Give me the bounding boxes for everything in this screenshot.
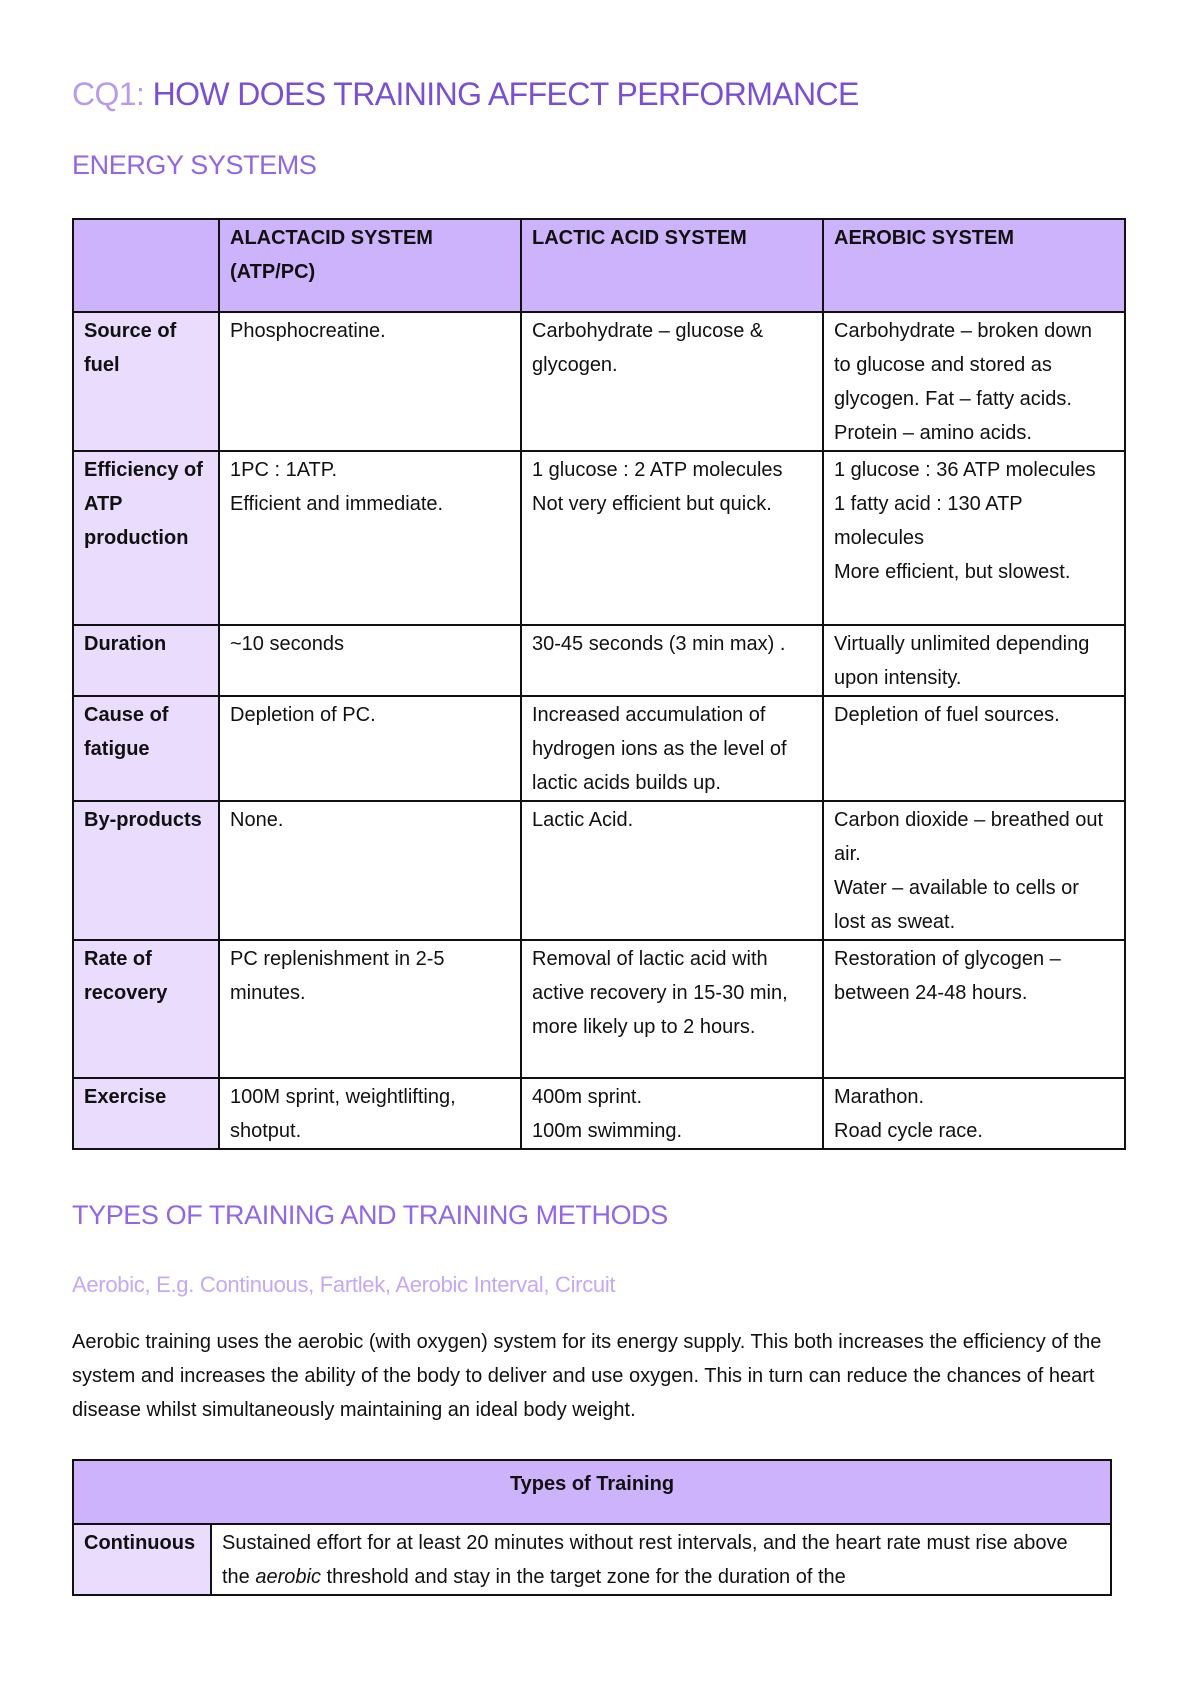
energy-table-body bbox=[73, 312, 1125, 1149]
table-cell bbox=[219, 696, 521, 801]
table-cell bbox=[823, 940, 1125, 1078]
energy-header-cell bbox=[73, 219, 219, 312]
training-row-label: Continuous bbox=[73, 1524, 211, 1595]
cell-line: Water – available to cells or lost as sweat. bbox=[834, 877, 1079, 933]
row-label: Exercise bbox=[73, 1078, 219, 1149]
table-cell bbox=[219, 451, 521, 625]
table-cell bbox=[823, 451, 1125, 625]
cell-line: Efficient and immediate. bbox=[230, 493, 444, 515]
energy-header-cell: LACTIC ACID SYSTEM bbox=[521, 219, 823, 312]
title-prefix: CQ1: bbox=[72, 76, 145, 112]
table-cell bbox=[823, 696, 1125, 801]
training-table-header: Types of Training bbox=[73, 1460, 1111, 1524]
energy-systems-table bbox=[72, 218, 1126, 1150]
table-cell bbox=[219, 940, 521, 1078]
aerobic-paragraph: Aerobic training uses the aerobic (with oxygen) system for its energy supply. This both increases the efficiency of the system and increases the ability of the body to deliver and use oxygen. This in turn can reduce the chances of heart disease whilst simultaneously maintaining an ideal body weight. bbox=[72, 1331, 1102, 1421]
table-cell bbox=[823, 1078, 1125, 1149]
table-row bbox=[73, 1524, 1111, 1595]
cell-line: Removal of lactic acid with active recovery in 15-30 min, more likely up to 2 hours. bbox=[532, 948, 788, 1038]
row-label: Cause of fatigue bbox=[73, 696, 219, 801]
table-cell bbox=[823, 801, 1125, 940]
cell-line: Depletion of fuel sources. bbox=[834, 704, 1060, 726]
cell-line: 100m swimming. bbox=[532, 1120, 683, 1142]
table-row bbox=[73, 801, 1125, 940]
table-cell bbox=[219, 1078, 521, 1149]
cell-line: Restoration of glycogen – between 24-48 hours. bbox=[834, 948, 1061, 1004]
types-of-training-table bbox=[72, 1459, 1112, 1596]
cell-line: Marathon. bbox=[834, 1086, 925, 1108]
description-text: Sustained effort for at least 20 minutes without rest intervals, and the heart rate must rise above the bbox=[222, 1532, 1068, 1588]
cell-line: Carbohydrate – glucose & glycogen. bbox=[532, 320, 764, 376]
cell-line: Depletion of PC. bbox=[230, 704, 376, 726]
energy-table-header-row bbox=[73, 219, 1125, 312]
table-cell bbox=[521, 451, 823, 625]
cell-line: PC replenishment in 2-5 minutes. bbox=[230, 948, 445, 1004]
training-table-header-row bbox=[73, 1460, 1111, 1524]
table-cell bbox=[521, 312, 823, 451]
table-cell bbox=[521, 625, 823, 696]
energy-systems-heading: ENERGY SYSTEMS bbox=[72, 150, 317, 180]
cell-line: Carbon dioxide – breathed out air. bbox=[834, 809, 1104, 865]
energy-header-cell: ALACTACID SYSTEM (ATP/PC) bbox=[219, 219, 521, 312]
cell-line: 1PC : 1ATP. bbox=[230, 459, 338, 481]
row-label: Efficiency of ATP production bbox=[73, 451, 219, 625]
table-cell bbox=[823, 625, 1125, 696]
table-row bbox=[73, 1078, 1125, 1149]
cell-line: 100M sprint, weightlifting, shotput. bbox=[230, 1086, 456, 1142]
training-row-description bbox=[211, 1524, 1111, 1595]
description-emphasis: aerobic bbox=[255, 1566, 321, 1588]
cell-line: Lactic Acid. bbox=[532, 809, 634, 831]
cell-line: ~10 seconds bbox=[230, 633, 344, 655]
table-cell bbox=[521, 940, 823, 1078]
table-row bbox=[73, 940, 1125, 1078]
cell-line: 30-45 seconds (3 min max) . bbox=[532, 633, 786, 655]
table-row bbox=[73, 625, 1125, 696]
cell-line: Carbohydrate – broken down to glucose and stored as glycogen. Fat – fatty acids. Protein – amino acids. bbox=[834, 320, 1092, 444]
cell-line: Road cycle race. bbox=[834, 1120, 983, 1142]
row-label: Source of fuel bbox=[73, 312, 219, 451]
cell-line: Phosphocreatine. bbox=[230, 320, 386, 342]
cell-line: None. bbox=[230, 809, 284, 831]
table-row bbox=[73, 451, 1125, 625]
cell-line: 1 fatty acid : 130 ATP molecules bbox=[834, 493, 1023, 549]
table-cell bbox=[823, 312, 1125, 451]
table-cell bbox=[219, 801, 521, 940]
cell-line: 400m sprint. bbox=[532, 1086, 643, 1108]
cell-line: 1 glucose : 2 ATP molecules bbox=[532, 459, 783, 481]
table-cell bbox=[521, 801, 823, 940]
cell-line: Increased accumulation of hydrogen ions as the level of lactic acids builds up. bbox=[532, 704, 787, 794]
row-label: By-products bbox=[73, 801, 219, 940]
cell-line: 1 glucose : 36 ATP molecules bbox=[834, 459, 1096, 481]
title-text: HOW DOES TRAINING AFFECT PERFORMANCE bbox=[152, 76, 859, 112]
table-row bbox=[73, 696, 1125, 801]
table-cell bbox=[219, 312, 521, 451]
description-text: threshold and stay in the target zone for the duration of the bbox=[320, 1566, 846, 1588]
table-cell bbox=[521, 696, 823, 801]
table-row bbox=[73, 312, 1125, 451]
aerobic-subheading: Aerobic, E.g. Continuous, Fartlek, Aerobic Interval, Circuit bbox=[72, 1272, 616, 1297]
table-cell bbox=[521, 1078, 823, 1149]
page-title bbox=[72, 76, 859, 113]
row-label: Duration bbox=[73, 625, 219, 696]
cell-line: Virtually unlimited depending upon intensity. bbox=[834, 633, 1090, 689]
cell-line: Not very efficient but quick. bbox=[532, 493, 772, 515]
row-label: Rate of recovery bbox=[73, 940, 219, 1078]
energy-header-cell: AEROBIC SYSTEM bbox=[823, 219, 1125, 312]
table-cell bbox=[219, 625, 521, 696]
cell-line: More efficient, but slowest. bbox=[834, 561, 1071, 583]
types-of-training-heading: TYPES OF TRAINING AND TRAINING METHODS bbox=[72, 1200, 668, 1230]
